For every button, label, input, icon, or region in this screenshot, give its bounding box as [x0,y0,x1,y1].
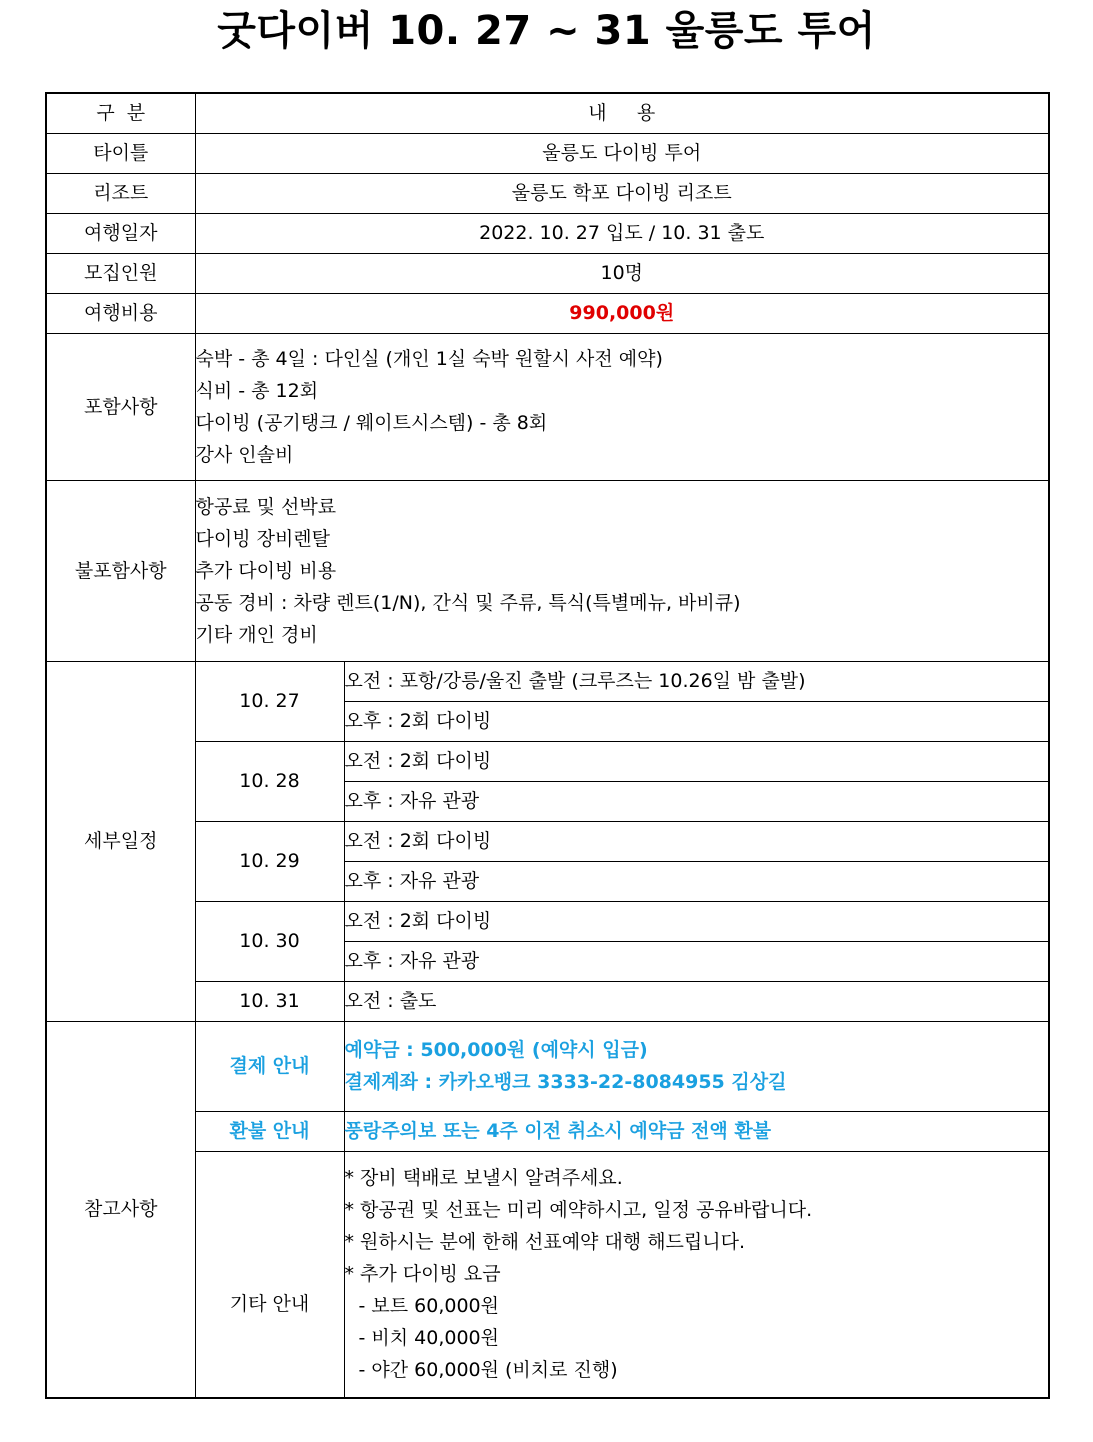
list-item: * 항공권 및 선표는 미리 예약하시고, 일정 공유바랍니다. [344,1199,813,1222]
schedule-pm: 오후 : 2회 다이빙 [344,701,1049,741]
deposit-text: 예약금 : 500,000원 (예약시 입금) [344,1039,648,1061]
list-item: * 장비 택배로 보낼시 알려주세요. [344,1167,623,1190]
row-label: 여행비용 [46,293,195,333]
list-item: * 추가 다이빙 요금 [344,1263,501,1286]
schedule-row [46,661,1049,701]
row-label: 불포함사항 [46,480,195,661]
schedule-am: 오전 : 2회 다이빙 [344,741,1049,781]
notes-other-row [46,1151,1049,1398]
list-item: 식비 - 총 12회 [195,379,319,402]
list-item: 공동 경비 : 차량 렌트(1/N), 간식 및 주류, 특식(특별메뉴, 바비큐) [195,591,741,614]
schedule-date: 10. 31 [195,981,344,1021]
included-list [195,333,1049,480]
notes-payment-row [46,1021,1049,1111]
schedule-date: 10. 29 [195,821,344,901]
row-label: 모집인원 [46,253,195,293]
row-resort [46,173,1049,213]
list-item: * 원하시는 분에 한해 선표예약 대행 해드립니다. [344,1231,746,1254]
notes-label: 참고사항 [46,1021,195,1398]
notes-refund-row [46,1111,1049,1151]
refund-text: 풍랑주의보 또는 4주 이전 취소시 예약금 전액 환불 [344,1111,1049,1151]
capacity-value: 10명 [195,253,1049,293]
schedule-am: 오전 : 포항/강릉/울진 출발 (크루즈는 10.26일 밤 출발) [344,661,1049,701]
schedule-pm: 오후 : 자유 관광 [344,781,1049,821]
schedule-date: 10. 28 [195,741,344,821]
list-item: 강사 인솔비 [195,443,294,466]
schedule-am: 오전 : 2회 다이빙 [344,821,1049,861]
list-item: 다이빙 장비렌탈 [195,527,331,550]
list-item: 숙박 - 총 4일 : 다인실 (개인 1실 숙박 원할시 사전 예약) [195,347,663,370]
list-item: 다이빙 (공기탱크 / 웨이트시스템) - 총 8회 [195,411,548,434]
tour-title-value: 울릉도 다이빙 투어 [195,133,1049,173]
row-capacity [46,253,1049,293]
row-label: 리조트 [46,173,195,213]
account-text: 결제계좌 : 카카오뱅크 3333-22-8084955 김상길 [344,1071,787,1093]
header-content: 내 용 [195,93,1049,133]
list-item: 항공료 및 선박료 [195,495,337,518]
row-included [46,333,1049,480]
payment-label: 결제 안내 [195,1021,344,1111]
list-item: 추가 다이빙 비용 [195,559,337,582]
schedule-row [46,981,1049,1021]
resort-value: 울릉도 학포 다이빙 리조트 [195,173,1049,213]
row-label: 포함사항 [46,333,195,480]
schedule-pm: 오후 : 자유 관광 [344,941,1049,981]
payment-info [344,1021,1049,1111]
other-info [344,1151,1049,1398]
table-header-row [46,93,1049,133]
row-label: 여행일자 [46,213,195,253]
row-dates [46,213,1049,253]
row-label: 타이틀 [46,133,195,173]
refund-label: 환불 안내 [195,1111,344,1151]
fee-item: - 야간 60,000원 (비치로 진행) [358,1359,618,1382]
schedule-date: 10. 27 [195,661,344,741]
fee-item: - 비치 40,000원 [358,1327,499,1350]
schedule-pm: 오후 : 자유 관광 [344,861,1049,901]
excluded-list [195,480,1049,661]
fee-item: - 보트 60,000원 [358,1295,499,1318]
schedule-am: 오전 : 2회 다이빙 [344,901,1049,941]
cost-value: 990,000원 [195,293,1049,333]
tour-info-table [45,92,1050,1399]
schedule-am: 오전 : 출도 [344,981,1049,1021]
schedule-row [46,901,1049,941]
list-item: 기타 개인 경비 [195,623,318,646]
other-label: 기타 안내 [195,1151,344,1398]
schedule-row [46,821,1049,861]
row-cost [46,293,1049,333]
header-category: 구 분 [46,93,195,133]
schedule-row [46,741,1049,781]
dates-value: 2022. 10. 27 입도 / 10. 31 출도 [195,213,1049,253]
page-title: 굿다이버 10. 27 ~ 31 울릉도 투어 [217,8,876,54]
row-excluded [46,480,1049,661]
schedule-label: 세부일정 [46,661,195,1021]
row-title [46,133,1049,173]
schedule-date: 10. 30 [195,901,344,981]
